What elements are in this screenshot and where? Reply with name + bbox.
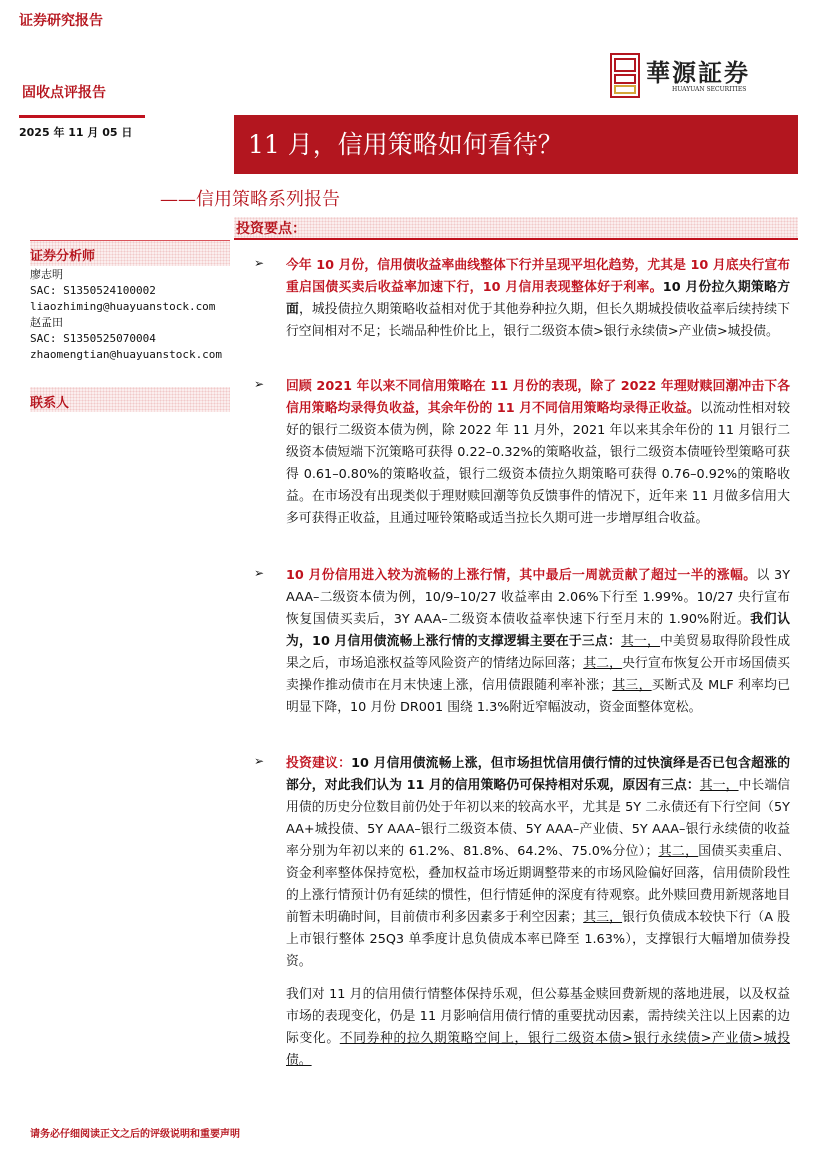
bullet-icon: ➢ [254, 256, 265, 270]
section-label: 投资要点： [236, 221, 306, 237]
contact-label: 联系人 [30, 396, 70, 411]
paragraph-history-review [286, 376, 790, 530]
analyst-sac: SAC: S1350525070004 [30, 332, 156, 345]
bold-text: 10 月份拉久期策略方面 [286, 280, 791, 317]
section-bar [234, 217, 798, 240]
body-text: ，城投债拉久期策略收益相对优于其他券种拉久期，但长久期城投债收益率后续持续下行空间相对不足；长端品种性价比上，银行二级资本债>银行永续债>产业债>城投债。 [286, 302, 791, 339]
point-label: 其三， [583, 910, 623, 925]
logo-mark-icon [610, 53, 640, 98]
highlight-text: 回顾 2021 年以来不同信用策略在 11 月份的表现，除了 2022 年理财赎回潮冲击下各信用策略均录得负收益，其余年份的 11 月不同信用策略均录得正收益。 [286, 379, 790, 416]
highlight-text: 投资建议： [286, 756, 352, 771]
analyst-label: 证券分析师 [30, 249, 96, 264]
bullet-icon: ➢ [254, 754, 265, 768]
point-label: 其二， [583, 656, 623, 671]
report-date: 2025 年 11 月 05 日 [19, 126, 133, 139]
bold-text: 我们认为，10 月信用债流畅上涨行情的支撑逻辑主要在于三点： [286, 612, 791, 649]
analyst-email[interactable]: liaozhiming@huayuanstock.com [30, 300, 216, 313]
doc-type-label: 证券研究报告 [19, 13, 103, 29]
analyst-name: 赵孟田 [30, 316, 63, 329]
logo [610, 53, 786, 99]
point-label: 其三， [612, 678, 652, 693]
paragraph-outlook [286, 984, 790, 1072]
highlight-text: 10 月份信用进入较为流畅的上涨行情，其中最后一周就贡献了超过一半的涨幅。 [286, 568, 757, 583]
body-text: 国债买卖重启、资金利率整体保持宽松，叠加权益市场近期调整带来的市场风险偏好回落，信用债阶段性的上涨行情预计仍有延续的惯性，但行情延伸的深度有待观察。此外赎回费用新规落地目前暂未明确时间，目前债市利多因素多于利空因素； [286, 844, 791, 925]
bullet-icon: ➢ [254, 566, 265, 580]
body-text: 我们对 11 月的信用债行情整体保持乐观，但公募基金赎回费新规的落地进展，以及权益市场的表现变化，仍是 11 月影响信用债行情的重要扰动因素，需持续关注以上因素的边际变化。 [286, 987, 790, 1046]
report-title: 11 月，信用策略如何看待？ [234, 115, 798, 174]
paragraph-investment-advice [286, 753, 790, 973]
body-text: 中美贸易取得阶段性成果之后，市场追涨权益等风险资产的情绪边际回落； [286, 634, 791, 671]
report-type-label: 固收点评报告 [22, 85, 106, 101]
point-label: 其二， [658, 844, 699, 859]
analyst-name: 廖志明 [30, 268, 63, 281]
logo-name-cn: 華源証券 [646, 58, 750, 87]
footer-disclaimer: 请务必仔细阅读正文之后的评级说明和重要声明 [30, 1129, 240, 1140]
body-text: 以流动性相对较好的银行二级资本债为例，除 2022 年 11 月外，2021 年以来其余年份的 11 月银行二级资本债短端下沉策略可获得 0.22–0.32%的策略收益，银行二级资本债哑铃型策略可获得 0.61–0.80%的策略收益，银行二级资本债拉久期策略可获得 0.76–0.92%的策略收益。在市场没有出现类似于理财赎回潮等负反馈事件的情况下，近年来 11 月做多信用大多可获得正收益，且通过哑铃策略或适当拉长久期可进一步增厚组合收益。 [286, 401, 791, 526]
report-subtitle: ——信用策略系列报告 [160, 189, 340, 210]
body-text: 以 3Y AAA–二级资本债为例，10/9–10/27 收益率由 2.06%下行至 1.99%。10/27 央行宣布恢复国债买卖后，3Y AAA–二级资本债收益率快速下行至月末的 1.90%附近。 [286, 568, 791, 627]
body-text: 央行宣布恢复公开市场国债买卖操作推动债市在月末快速上涨，信用债跟随利率补涨； [286, 656, 791, 693]
bullet-icon: ➢ [254, 377, 265, 391]
logo-name-en: HUAYUAN SECURITIES [672, 86, 747, 93]
analyst-email[interactable]: zhaomengtian@huayuanstock.com [30, 348, 223, 361]
body-text: 买断式及 MLF 利率均已明显下降，10 月份 DR001 围绕 1.3%附近窄幅波动，资金面整体宽松。 [286, 678, 791, 715]
highlight-text: 今年 10 月份，信用债收益率曲线整体下行并呈现平坦化趋势，尤其是 10 月底央行宣布重启国债买卖后收益率加速下行，10 月信用表现整体好于利率。 [286, 258, 790, 295]
analyst-list [30, 267, 222, 363]
underlined-conclusion: 不同券种的拉久期策略空间上，银行二级资本债>银行永续债>产业债>城投债。 [286, 1031, 791, 1068]
body-text: 银行负债成本较快下行（A 股上市银行整体 25Q3 单季度计息负债成本率已降至 1.63%），支撑银行大幅增加债券投资。 [286, 910, 791, 969]
body-text: 中长端信用债的历史分位数目前仍处于年初以来的较高水平，尤其是 5Y 二永债还有下行空间（5Y AA+城投债、5Y AAA–银行二级资本债、5Y AAA–产业债、5Y AAA–银行永续债的收益率分别为年初以来的 61.2%、81.8%、64.2%、75.0%分位）； [286, 778, 791, 859]
analyst-header [30, 240, 230, 266]
contact-header [30, 387, 230, 412]
paragraph-credit-curve [286, 255, 790, 343]
bold-text: 10 月信用债流畅上涨，但市场担忧信用债行情的过快演绎是否已包含超涨的部分，对此我们认为 11 月的信用策略仍可保持相对乐观，原因有三点： [286, 756, 791, 793]
point-label: 其一， [620, 634, 661, 649]
paragraph-october-rally [286, 565, 790, 719]
analyst-sac: SAC: S1350524100002 [30, 284, 156, 297]
divider [19, 115, 145, 118]
point-label: 其一， [699, 778, 739, 793]
